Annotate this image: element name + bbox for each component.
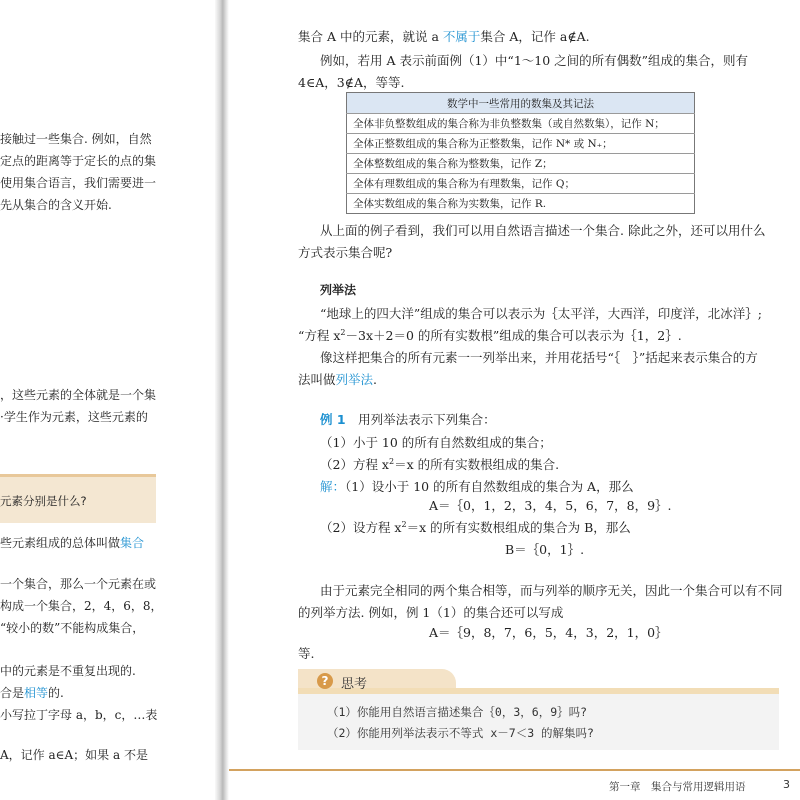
table-row: 全体非负整数组成的集合称为非负整数集（或自然数集），记作 N；: [347, 114, 695, 134]
example-q2: （2）方程 $x^2=x$ 的所有实数根组成的集合.: [320, 456, 560, 472]
example-label: 例 1: [320, 412, 346, 427]
think-title: 思考: [341, 677, 368, 692]
left-line-2: 定点的距离等于定长的点的集: [0, 154, 157, 168]
paragraph-example-line-1: 例如，若用 A 表示前面例（1）中“1～10 之间的所有偶数”组成的集合，则有: [320, 53, 749, 68]
table-row: 全体正整数组成的集合称为正整数集，记作 N* 或 N₊；: [347, 134, 695, 154]
example-q1: （1）小于 10 的所有自然数组成的集合；: [320, 435, 552, 450]
left-line-4: 先从集合的含义开始.: [0, 198, 112, 212]
left-line-3: 使用集合语言，我们需要进一: [0, 176, 157, 190]
paragraph-listing-line-2: 法叫做列举法.: [298, 372, 378, 387]
right-page: [229, 0, 800, 800]
term-not-belong: 不属于: [442, 29, 481, 44]
solution-label: 解：: [320, 479, 346, 494]
paragraph-order-line-1: 由于元素完全相同的两个集合相等，而与列举的顺序无关，因此一个集合可以有不同: [320, 583, 783, 598]
question-icon: ?: [317, 673, 333, 689]
table-row: 全体整数组成的集合称为整数集，记作 Z；: [347, 154, 695, 174]
solution-eq-2: B＝｛0，1｝.: [505, 542, 585, 557]
page-number: 3: [783, 778, 790, 791]
example-1-stem: 例 1 用列举法表示下列集合：: [320, 412, 496, 427]
table-row: 全体有理数组成的集合称为有理数集，记作 Q；: [347, 174, 695, 194]
term-set: 集合: [120, 536, 145, 550]
paragraph-question-line-2: 方式表示集合呢?: [298, 245, 393, 260]
left-line-1: 接触过一些集合. 例如，自然: [0, 132, 152, 146]
footer-rule: [229, 769, 800, 771]
left-line-5: ，这些元素的全体就是一个集: [0, 388, 157, 402]
table-title: 数学中一些常用的数集及其记法: [347, 93, 695, 114]
left-line-12: 合是相等的.: [0, 686, 64, 700]
left-line-14: A，记作 a∈A；如果 a 不是: [0, 748, 148, 762]
paragraph-listing-line-1: 像这样把集合的所有元素一一列举出来，并用花括号“｛ ｝”括起来表示集合的方: [320, 350, 758, 365]
solution-line-1: 解：（1）设小于 10 的所有自然数组成的集合为 A，那么: [320, 479, 634, 494]
term-equal: 相等: [24, 686, 49, 700]
solution-line-2: （2）设方程 $x^2=x$ 的所有实数根组成的集合为 B，那么: [320, 519, 631, 535]
term-listing-method: 列举法: [335, 372, 374, 387]
left-line-9: 构成一个集合，2，4，6，8，: [0, 599, 163, 613]
left-line-10: “较小的数”不能构成集合，: [0, 621, 145, 635]
solution-eq-1: A＝｛0，1，2，3，4，5，6，7，8，9｝.: [429, 498, 672, 513]
left-line-11: 中的元素是不重复出现的.: [0, 664, 136, 678]
number-sets-table: [346, 92, 695, 214]
paragraph-equation: “方程 $x^2-3x+2=0$ 的所有实数根”组成的集合可以表示为｛1，2｝.: [298, 327, 682, 343]
paragraph-order-end: 等.: [298, 646, 315, 661]
book-spine: [215, 0, 229, 800]
table-row: 全体实数组成的集合称为实数集，记作 R.: [347, 194, 695, 214]
left-line-6: ·学生作为元素，这些元素的: [0, 410, 148, 424]
footer-chapter: 第一章 集合与常用逻辑用语: [609, 781, 746, 793]
left-line-8: 一个集合，那么一个元素在或: [0, 577, 157, 591]
paragraph-oceans: “地球上的四大洋”组成的集合可以表示为｛太平洋，大西洋，印度洋，北冰洋｝;: [320, 306, 762, 321]
paragraph-question-line-1: 从上面的例子看到，我们可以用自然语言描述一个集合. 除此之外，还可以用什么: [320, 223, 766, 238]
think-question-2: （2）你能用列举法表示不等式 x－7＜3 的解集吗?: [327, 726, 594, 740]
reordered-set-eq: A＝｛9，8，7，6，5，4，3，2，1，0｝: [429, 625, 668, 640]
think-box: [298, 694, 779, 750]
think-question-1: （1）你能用自然语言描述集合｛0，3，6，9｝吗?: [327, 705, 588, 719]
left-think-text: 元素分别是什么?: [0, 494, 87, 508]
paragraph-order-line-2: 的列举方法. 例如，例 1（1）的集合还可以写成: [298, 605, 564, 620]
section-title: 列举法: [320, 283, 357, 297]
paragraph-not-belong: 集合 A 中的元素，就说 a 不属于集合 A，记作 a∉A.: [298, 29, 590, 44]
left-page: [0, 0, 215, 800]
left-line-7: 些元素组成的总体叫做集合: [0, 536, 145, 550]
left-line-13: 小写拉丁字母 a，b，c，…表: [0, 708, 158, 722]
paragraph-example-line-2: 4∈A，3∉A，等等.: [298, 75, 405, 90]
